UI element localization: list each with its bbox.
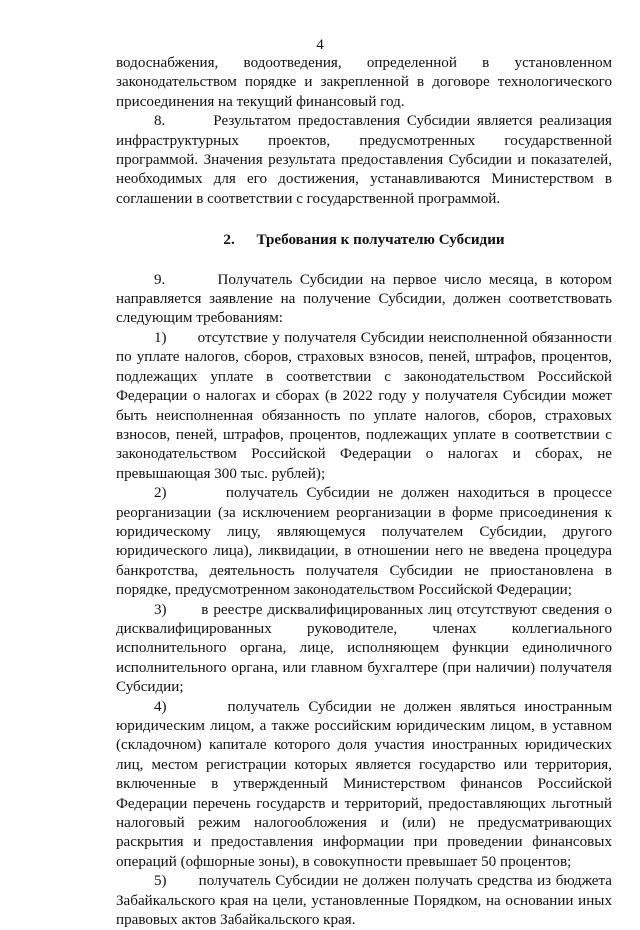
section-heading bbox=[116, 231, 612, 250]
requirement-item-1: 1) отсутствие у получателя Субсидии неисполненной обязанности по уплате налогов, сборов, страховых взносов, пеней, штрафов, процентов, подлежащих уплате в соответствии с законодательством Российской Федерации о налогах и сборах (в 2022 году у получателя Субсидии может быть неисполненная обязанность по уплате налогов, сборов, страховых взносов, пеней, штрафов, процентов, подлежащих уплате в соответствии с законодательством Российской Федерации о налогах и сборах, не превышающая 300 тыс. рублей); bbox=[116, 329, 612, 482]
section-title: Требования к получателю Субсидии bbox=[256, 232, 505, 249]
requirement-item-5: 5) получатель Субсидии не должен получать средства из бюджета Забайкальского края на цели, установленные Порядком, на основании иных правовых актов Забайкальского края. bbox=[116, 873, 612, 929]
paragraph-8: 8. Результатом предоставления Субсидии является реализация инфраструктурных проектов, предусмотренных государственной программой. Значения результата предоставления Субсидии и показателей, необходимых для его достижения, устанавливаются Министерством в соглашении в соответствии с государственной программой. bbox=[116, 113, 612, 207]
section-number: 2. bbox=[223, 232, 235, 249]
paragraph-9: 9. Получатель Субсидии на первое число месяца, в котором направляется заявление на получение Субсидии, должен соответствовать следующим требованиям: bbox=[116, 271, 612, 327]
requirement-item-4: 4) получатель Субсидии не должен являться иностранным юридическим лицом, а также российским юридическим лицом, в уставном (складочном) капитале которого доля участия иностранных юридических лиц, местом регистрации которых является государство или территория, включенные в утвержденный Министерством финансов Российской Федерации перечень государств и территорий, предоставляющих льготный налоговый режим налогообложения и (или) не предусматривающих раскрытия и предоставления информации при проведении финансовых операций (офшорные зоны), в совокупности превышает 50 процентов; bbox=[116, 698, 612, 870]
paragraph-continuation: водоснабжения, водоотведения, определенной в установленном законодательством порядке и закрепленной в договоре технологического присоединения на текущий финансовый год. bbox=[116, 55, 612, 110]
page-number: 4 bbox=[316, 37, 324, 53]
document-body bbox=[116, 54, 612, 930]
requirement-item-3: 3) в реестре дисквалифицированных лиц отсутствуют сведения о дисквалифицированных руководителе, членах коллегиального исполнительного органа, лице, исполняющем функции единоличного исполнительного органа, или главном бухгалтере (при наличии) получателя Субсидии; bbox=[116, 601, 612, 696]
requirement-item-2: 2) получатель Субсидии не должен находиться в процессе реорганизации (за исключением реорганизации в форме присоединения к юридическому лицу, являющемуся получателем Субсидии, другого юридического лица), ликвидации, в отношении него не введена процедура банкротства, деятельность получателя Субсидии не приостановлена в порядке, предусмотренном законодательством Российской Федерации; bbox=[116, 485, 612, 599]
